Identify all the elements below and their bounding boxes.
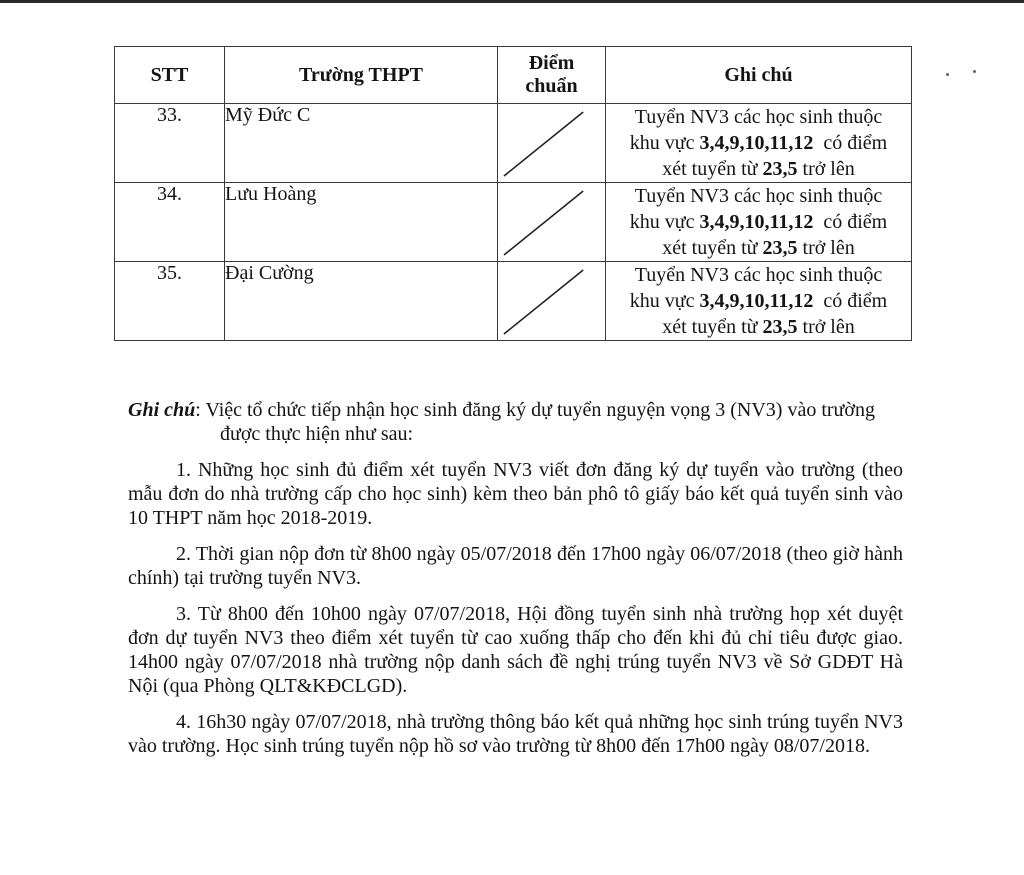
area-codes: 3,4,9,10,11,12 (699, 290, 814, 312)
note-text: có điểm (813, 132, 888, 154)
note-text: khu vực (629, 290, 700, 312)
note-text: có điểm (813, 290, 888, 312)
scan-speck (946, 73, 949, 76)
table-row (115, 183, 912, 262)
min-score: 23,5 (762, 237, 798, 259)
note-line: Tuyển NV3 các học sinh thuộc (634, 185, 883, 207)
school-name: Mỹ Đức C (225, 104, 498, 183)
strike-line (498, 262, 605, 340)
note-text: trở lên (797, 316, 855, 338)
row-number: 34. (115, 183, 225, 262)
note-text: khu vực (629, 132, 700, 154)
area-codes: 3,4,9,10,11,12 (699, 132, 814, 154)
note-item: 2. Thời gian nộp đơn từ 8h00 ngày 05/07/2018 đến 17h00 ngày 06/07/2018 (theo giờ hành chính) tại trường tuyển NV3. (128, 543, 903, 589)
note-line (606, 156, 911, 182)
scan-top-edge (0, 0, 1024, 3)
scan-speck (973, 70, 976, 73)
strike-line (498, 183, 605, 261)
notes-section (128, 398, 903, 758)
strike-line (498, 104, 605, 182)
header-stt: STT (115, 47, 225, 104)
notes-intro (128, 398, 903, 446)
note-text: trở lên (797, 237, 855, 259)
note-text: có điểm (813, 211, 888, 233)
note-cell (606, 183, 912, 262)
note-text: khu vực (629, 211, 700, 233)
notes-intro-text: : Việc tổ chức tiếp nhận học sinh đăng ký dự tuyển nguyện vọng 3 (NV3) vào trường được thực hiện như sau: (195, 399, 875, 445)
score-cell-struck (498, 262, 606, 341)
note-line: Tuyển NV3 các học sinh thuộc (634, 106, 883, 128)
school-name: Đại Cường (225, 262, 498, 341)
note-line (606, 235, 911, 261)
min-score: 23,5 (762, 158, 798, 180)
table-row (115, 104, 912, 183)
note-line (606, 288, 911, 314)
note-text: xét tuyển từ (662, 316, 763, 338)
note-text: xét tuyển từ (662, 237, 763, 259)
score-cell-struck (498, 104, 606, 183)
school-name: Lưu Hoàng (225, 183, 498, 262)
note-cell (606, 104, 912, 183)
admission-table (114, 46, 912, 341)
area-codes: 3,4,9,10,11,12 (699, 211, 814, 233)
notes-label: Ghi chú (128, 399, 196, 421)
min-score: 23,5 (762, 316, 798, 338)
note-cell (606, 262, 912, 341)
table-row (115, 262, 912, 341)
table-header-row (115, 47, 912, 104)
header-score: Điểm chuẩn (498, 47, 606, 104)
header-school: Trường THPT (225, 47, 498, 104)
note-line (606, 209, 911, 235)
note-text: xét tuyển từ (662, 158, 763, 180)
note-line: Tuyển NV3 các học sinh thuộc (634, 264, 883, 286)
note-line (606, 314, 911, 340)
note-item: 1. Những học sinh đủ điểm xét tuyển NV3 viết đơn đăng ký dự tuyển vào trường (theo mẫu đơn do nhà trường cấp cho học sinh) kèm theo bản phô tô giấy báo kết quả tuyển sinh vào 10 THPT năm học 2018-2019. (128, 459, 903, 529)
row-number: 33. (115, 104, 225, 183)
row-number: 35. (115, 262, 225, 341)
header-note: Ghi chú (606, 47, 912, 104)
note-item: 3. Từ 8h00 đến 10h00 ngày 07/07/2018, Hội đồng tuyển sinh nhà trường họp xét duyệt đơn dự tuyển NV3 theo điểm xét tuyển từ cao xuống thấp cho đến khi đủ chỉ tiêu được giao. 14h00 ngày 07/07/2018 nhà trường nộp danh sách đề nghị trúng tuyển NV3 về Sở GDĐT Hà Nội (qua Phòng QLT&KĐCLGD). (128, 603, 903, 697)
score-cell-struck (498, 183, 606, 262)
note-line (606, 130, 911, 156)
note-text: trở lên (797, 158, 855, 180)
note-item: 4. 16h30 ngày 07/07/2018, nhà trường thông báo kết quả những học sinh trúng tuyển NV3 vào trường. Học sinh trúng tuyển nộp hồ sơ vào trường từ 8h00 đến 17h00 ngày 08/07/2018. (128, 711, 903, 757)
